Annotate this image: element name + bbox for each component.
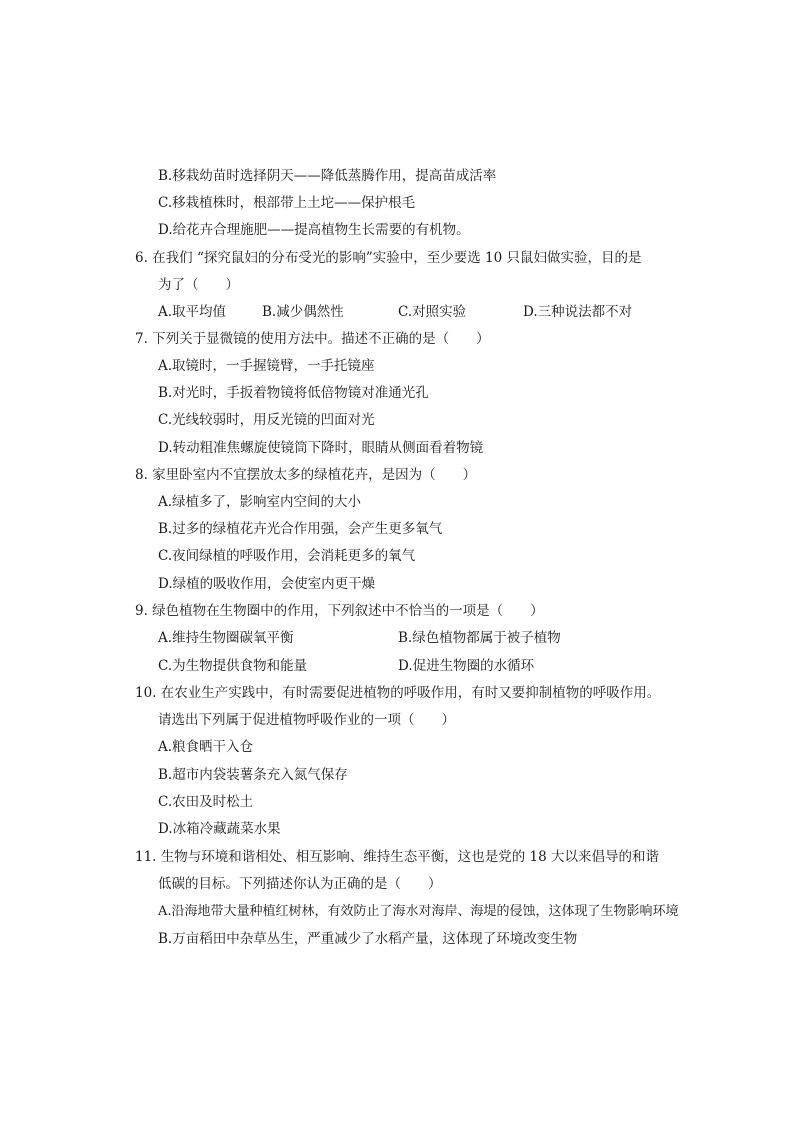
q10-option-d: D.冰箱冷藏蔬菜水果 xyxy=(158,821,281,837)
q8-option-d: D.绿植的吸收作用，会使室内更干燥 xyxy=(158,576,376,592)
q6-options-row xyxy=(158,303,678,321)
q9-options-row-2 xyxy=(158,657,638,675)
q10-stem-cont: 请选出下列属于促进植物呼吸作业的一项（ ） xyxy=(158,712,455,728)
q6-stem-cont: 为了（ ） xyxy=(158,277,239,293)
q11-option-a: A.沿海地带大量种植红树林，有效防止了海水对海岸、海堤的侵蚀，这体现了生物影响环境 xyxy=(158,904,679,919)
q7-option-d: D.转动粗准焦螺旋使镜筒下降时，眼睛从侧面看着物镜 xyxy=(158,440,484,456)
q7-option-c: C.光线较弱时，用反光镜的凹面对光 xyxy=(158,412,375,428)
q8-stem: 8. 家里卧室内不宜摆放太多的绿植花卉，是因为（ ） xyxy=(135,467,477,483)
q11-stem: 11. 生物与环境和谐相处、相互影响、维持生态平衡，这也是党的 18 大以来倡导的和谐 xyxy=(135,849,660,865)
q9-option-b: B.绿色植物都属于被子植物 xyxy=(398,630,561,646)
q6-option-c: C.对照实验 xyxy=(398,304,467,320)
q8-option-a: A.绿植多了，影响室内空间的大小 xyxy=(158,494,362,510)
q9-option-c: C.为生物提供食物和能量 xyxy=(158,658,308,674)
q6-option-a: A.取平均值 xyxy=(158,304,227,320)
q7-stem: 7. 下列关于显微镜的使用方法中。描述不正确的是（ ） xyxy=(135,331,490,347)
q9-stem: 9. 绿色植物在生物圈中的作用，下列叙述中不恰当的一项是（ ） xyxy=(135,603,544,619)
q6-option-d: D.三种说法都不对 xyxy=(523,304,633,320)
q7-option-b: B.对光时，手扳着物镜将低倍物镜对准通光孔 xyxy=(158,385,429,401)
q10-stem: 10. 在农业生产实践中，有时需要促进植物的呼吸作用，有时又要抑制植物的呼吸作用。 xyxy=(135,685,661,701)
q8-option-b: B.过多的绿植花卉光合作用强，会产生更多氧气 xyxy=(158,521,443,537)
q6-option-b: B.减少偶然性 xyxy=(262,304,344,320)
q11-stem-cont: 低碳的目标。下列描述你认为正确的是（ ） xyxy=(158,876,442,892)
q5-option-b: B.移栽幼苗时选择阴天——降低蒸腾作用，提高苗成活率 xyxy=(158,168,497,184)
q10-option-c: C.农田及时松土 xyxy=(158,794,254,810)
q10-option-a: A.粮食晒干入仓 xyxy=(158,739,254,755)
q7-option-a: A.取镜时，一手握镜臂，一手托镜座 xyxy=(158,358,375,374)
q5-option-d: D.给花卉合理施肥——提高植物生长需要的有机物。 xyxy=(158,222,470,238)
q9-options-row-1 xyxy=(158,629,638,647)
q6-stem: 6. 在我们 “探究鼠妇的分布受光的影响”实验中，至少要选 10 只鼠妇做实验，目的是 xyxy=(135,250,642,266)
q11-option-b: B.万亩稻田中杂草丛生，严重减少了水稻产量，这体现了环境改变生物 xyxy=(158,931,578,947)
q9-option-d: D.促进生物圈的水循环 xyxy=(398,658,535,674)
q10-option-b: B.超市内袋装薯条充入氮气保存 xyxy=(158,767,348,783)
q8-option-c: C.夜间绿植的呼吸作用，会消耗更多的氧气 xyxy=(158,548,416,564)
q5-option-c: C.移栽植株时，根部带上土坨——保护根毛 xyxy=(158,195,416,211)
q9-option-a: A.维持生物圈碳氧平衡 xyxy=(158,630,294,646)
